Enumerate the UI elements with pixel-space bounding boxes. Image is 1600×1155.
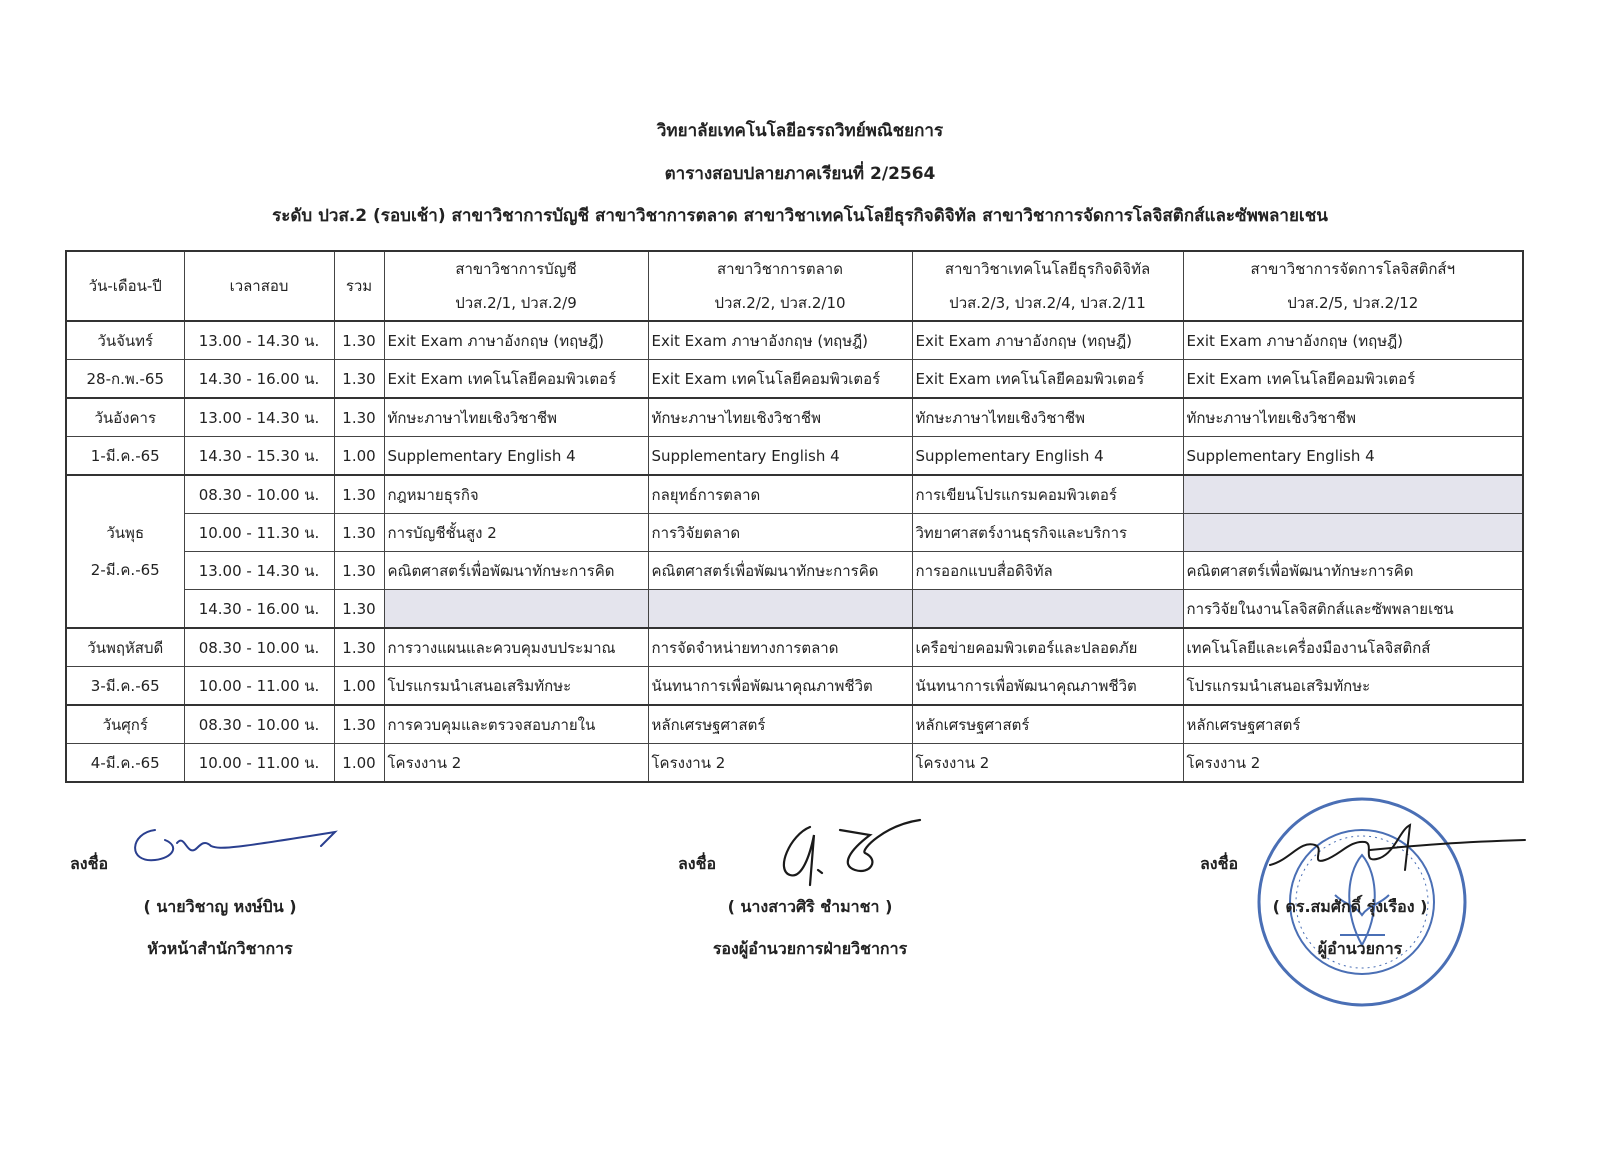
signer-3-name: ( ดร.สมศักดิ์ รุ่งเรือง ) (1272, 897, 1428, 916)
subject-cell: Supplementary English 4 (912, 437, 1183, 476)
empty-cell (1183, 475, 1523, 514)
signature-2-graphic (770, 815, 930, 895)
subject-cell: โครงงาน 2 (1183, 744, 1523, 783)
subject-cell: ทักษะภาษาไทยเชิงวิชาชีพ (912, 398, 1183, 437)
day-cell: วันจันทร์ (66, 321, 184, 360)
duration-cell: 1.30 (334, 705, 384, 744)
duration-cell: 1.30 (334, 321, 384, 360)
table-row (66, 628, 1523, 667)
date-label: 2-มี.ค.-65 (90, 560, 160, 579)
day-date-cell (66, 475, 184, 628)
subject-cell: การบัญชีชั้นสูง 2 (384, 514, 648, 552)
header-date: วัน-เดือน-ปี (66, 251, 184, 321)
subject-cell: คณิตศาสตร์เพื่อพัฒนาทักษะการคิด (648, 552, 912, 590)
subject-cell: นันทนาการเพื่อพัฒนาคุณภาพชีวิต (648, 667, 912, 706)
subject-cell: Supplementary English 4 (648, 437, 912, 476)
day-cell: วันพฤหัสบดี (66, 628, 184, 667)
header-time: เวลาสอบ (184, 251, 334, 321)
sign-label-1: ลงชื่อ (70, 854, 109, 873)
empty-cell (912, 590, 1183, 629)
subject-cell: การเขียนโปรแกรมคอมพิวเตอร์ (912, 475, 1183, 514)
subject-cell: Exit Exam เทคโนโลยีคอมพิวเตอร์ (648, 360, 912, 399)
subject-cell: Exit Exam เทคโนโลยีคอมพิวเตอร์ (912, 360, 1183, 399)
subject-cell: Exit Exam เทคโนโลยีคอมพิวเตอร์ (1183, 360, 1523, 399)
header-groups-digital-business: ปวส.2/3, ปวส.2/4, ปวส.2/11 (912, 286, 1183, 321)
subject-cell: Exit Exam ภาษาอังกฤษ (ทฤษฎี) (384, 321, 648, 360)
time-cell: 13.00 - 14.30 น. (184, 552, 334, 590)
subject-cell: Exit Exam ภาษาอังกฤษ (ทฤษฎี) (1183, 321, 1523, 360)
schedule-title: ตารางสอบปลายภาคเรียนที่ 2/2564 (664, 164, 936, 184)
subject-cell: ทักษะภาษาไทยเชิงวิชาชีพ (648, 398, 912, 437)
day-label: วันพุธ (106, 523, 145, 542)
table-row (66, 705, 1523, 744)
subject-cell: คณิตศาสตร์เพื่อพัฒนาทักษะการคิด (384, 552, 648, 590)
table-row (66, 552, 1523, 590)
time-cell: 08.30 - 10.00 น. (184, 475, 334, 514)
time-cell: 13.00 - 14.30 น. (184, 398, 334, 437)
subject-cell: กลยุทธ์การตลาด (648, 475, 912, 514)
table-row (66, 360, 1523, 399)
date-cell: 3-มี.ค.-65 (66, 667, 184, 706)
signer-2-name: ( นางสาวศิริ ชำมาชา ) (727, 897, 893, 916)
subject-cell: Exit Exam ภาษาอังกฤษ (ทฤษฎี) (648, 321, 912, 360)
subject-cell: ทักษะภาษาไทยเชิงวิชาชีพ (1183, 398, 1523, 437)
empty-cell (1183, 514, 1523, 552)
subject-cell: การวิจัยตลาด (648, 514, 912, 552)
subject-cell: เทคโนโลยีและเครื่องมืองานโลจิสติกส์ (1183, 628, 1523, 667)
subject-cell: การควบคุมและตรวจสอบภายใน (384, 705, 648, 744)
header-total: รวม (334, 251, 384, 321)
table-row (66, 514, 1523, 552)
header-major-digital-business: สาขาวิชาเทคโนโลยีธุรกิจดิจิทัล (912, 251, 1183, 286)
duration-cell: 1.30 (334, 475, 384, 514)
table-row (66, 475, 1523, 514)
subject-cell: นันทนาการเพื่อพัฒนาคุณภาพชีวิต (912, 667, 1183, 706)
time-cell: 13.00 - 14.30 น. (184, 321, 334, 360)
header-major-accounting: สาขาวิชาการบัญชี (384, 251, 648, 286)
subject-cell: Supplementary English 4 (384, 437, 648, 476)
duration-cell: 1.30 (334, 552, 384, 590)
subject-cell: คณิตศาสตร์เพื่อพัฒนาทักษะการคิด (1183, 552, 1523, 590)
subject-cell: หลักเศรษฐศาสตร์ (912, 705, 1183, 744)
duration-cell: 1.30 (334, 360, 384, 399)
signer-3-role: ผู้อำนวยการ (1317, 939, 1403, 958)
duration-cell: 1.00 (334, 437, 384, 476)
time-cell: 10.00 - 11.30 น. (184, 514, 334, 552)
signature-1-graphic (125, 818, 345, 873)
date-cell: 28-ก.พ.-65 (66, 360, 184, 399)
table-row (66, 321, 1523, 360)
subject-cell: การวิจัยในงานโลจิสติกส์และซัพพลายเชน (1183, 590, 1523, 629)
subject-cell: Exit Exam ภาษาอังกฤษ (ทฤษฎี) (912, 321, 1183, 360)
subject-cell: เครือข่ายคอมพิวเตอร์และปลอดภัย (912, 628, 1183, 667)
header-groups-marketing: ปวส.2/2, ปวส.2/10 (648, 286, 912, 321)
signer-2-role: รองผู้อำนวยการฝ่ายวิชาการ (712, 939, 908, 958)
subject-cell: Exit Exam เทคโนโลยีคอมพิวเตอร์ (384, 360, 648, 399)
schedule-subtitle: ระดับ ปวส.2 (รอบเช้า) สาขาวิชาการบัญชี สาขาวิชาการตลาด สาขาวิชาเทคโนโลยีธุรกิจดิจิทัล สาขาวิชาการจัดการโลจิสติกส์และซัพพลายเชน (272, 206, 1328, 226)
date-cell: 1-มี.ค.-65 (66, 437, 184, 476)
subject-cell: หลักเศรษฐศาสตร์ (648, 705, 912, 744)
signer-1-role: หัวหน้าสำนักวิชาการ (147, 939, 293, 958)
time-cell: 10.00 - 11.00 น. (184, 667, 334, 706)
day-cell: วันศุกร์ (66, 705, 184, 744)
subject-cell: หลักเศรษฐศาสตร์ (1183, 705, 1523, 744)
header-groups-logistics: ปวส.2/5, ปวส.2/12 (1183, 286, 1523, 321)
day-cell: วันอังคาร (66, 398, 184, 437)
table-row (66, 398, 1523, 437)
subject-cell: การออกแบบสื่อดิจิทัล (912, 552, 1183, 590)
duration-cell: 1.30 (334, 398, 384, 437)
subject-cell: กฎหมายธุรกิจ (384, 475, 648, 514)
header-major-marketing: สาขาวิชาการตลาด (648, 251, 912, 286)
table-row (66, 667, 1523, 706)
empty-cell (384, 590, 648, 629)
subject-cell: โปรแกรมนำเสนอเสริมทักษะ (384, 667, 648, 706)
empty-cell (648, 590, 912, 629)
subject-cell: โครงงาน 2 (648, 744, 912, 783)
time-cell: 14.30 - 16.00 น. (184, 360, 334, 399)
duration-cell: 1.30 (334, 590, 384, 629)
table-row (66, 437, 1523, 476)
subject-cell: การวางแผนและควบคุมงบประมาณ (384, 628, 648, 667)
time-cell: 08.30 - 10.00 น. (184, 705, 334, 744)
subject-cell: โครงงาน 2 (912, 744, 1183, 783)
duration-cell: 1.30 (334, 628, 384, 667)
signature-3-graphic (1260, 820, 1530, 880)
table-row (66, 744, 1523, 783)
time-cell: 10.00 - 11.00 น. (184, 744, 334, 783)
sign-label-2: ลงชื่อ (678, 854, 717, 873)
exam-schedule-table (65, 250, 1524, 783)
header-groups-accounting: ปวส.2/1, ปวส.2/9 (384, 286, 648, 321)
date-cell: 4-มี.ค.-65 (66, 744, 184, 783)
duration-cell: 1.30 (334, 514, 384, 552)
subject-cell: การจัดจำหน่ายทางการตลาด (648, 628, 912, 667)
duration-cell: 1.00 (334, 667, 384, 706)
subject-cell: วิทยาศาสตร์งานธุรกิจและบริการ (912, 514, 1183, 552)
sign-label-3: ลงชื่อ (1200, 854, 1239, 873)
time-cell: 14.30 - 15.30 น. (184, 437, 334, 476)
subject-cell: ทักษะภาษาไทยเชิงวิชาชีพ (384, 398, 648, 437)
subject-cell: Supplementary English 4 (1183, 437, 1523, 476)
time-cell: 14.30 - 16.00 น. (184, 590, 334, 629)
time-cell: 08.30 - 10.00 น. (184, 628, 334, 667)
duration-cell: 1.00 (334, 744, 384, 783)
subject-cell: โครงงาน 2 (384, 744, 648, 783)
signer-1-name: ( นายวิชาญ หงษ์บิน ) (143, 897, 297, 916)
header-major-logistics: สาขาวิชาการจัดการโลจิสติกส์ฯ (1183, 251, 1523, 286)
table-row (66, 590, 1523, 629)
subject-cell: โปรแกรมนำเสนอเสริมทักษะ (1183, 667, 1523, 706)
college-name: วิทยาลัยเทคโนโลยีอรรถวิทย์พณิชยการ (656, 121, 944, 141)
